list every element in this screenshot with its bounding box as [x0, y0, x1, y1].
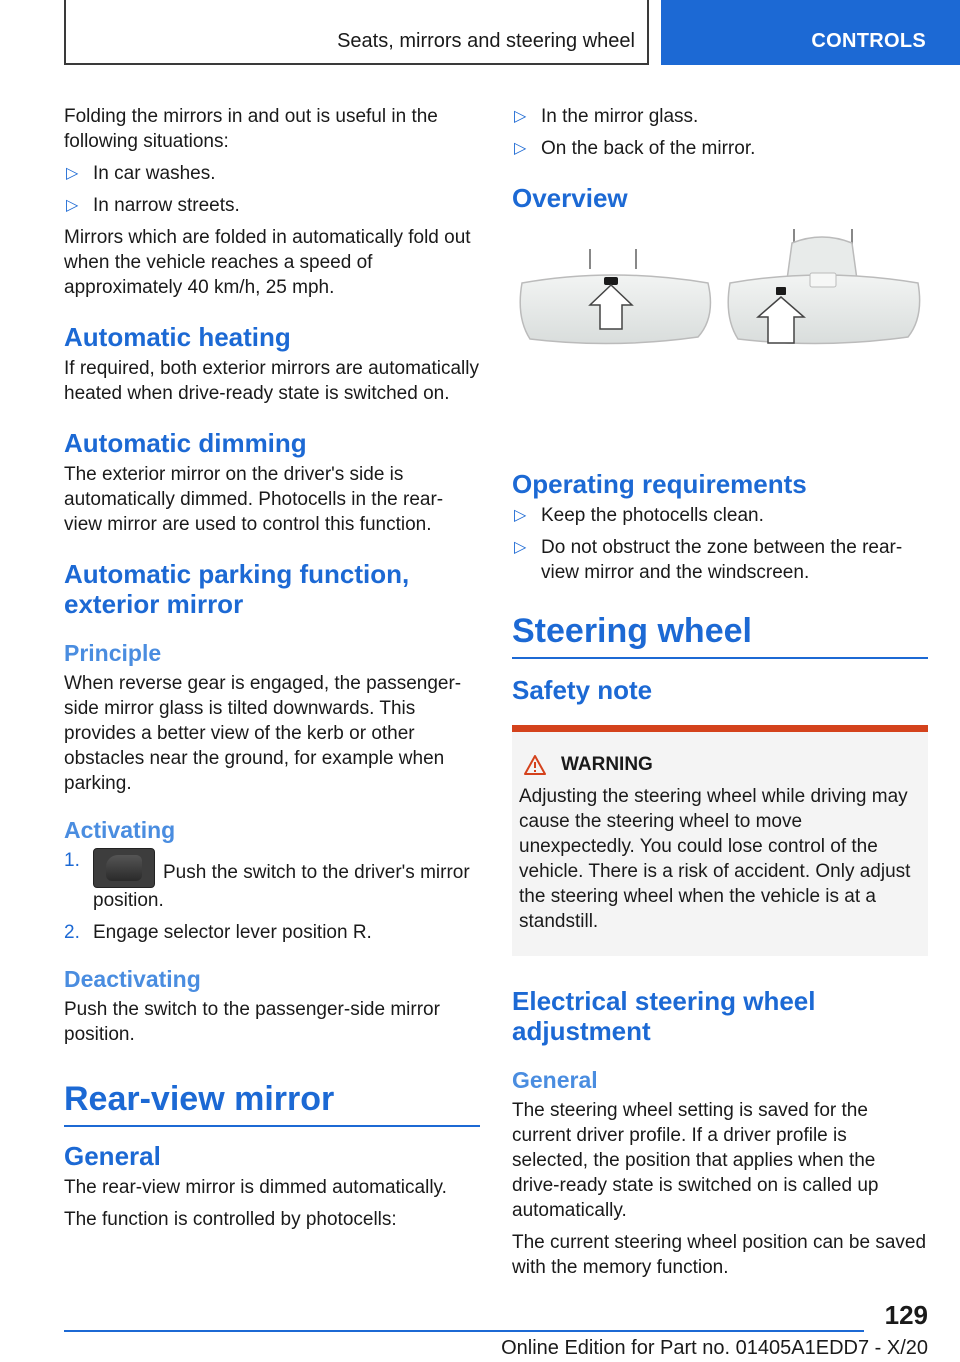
heading-principle: Principle [64, 640, 162, 666]
chapter-title: Seats, mirrors and steering wheel [337, 30, 635, 52]
list-triangle-icon: ▷ [66, 165, 79, 182]
list-item: ▷ Keep the photocells clean. [514, 505, 764, 526]
list-triangle-icon: ▷ [514, 507, 527, 524]
heading-parking-function: Automatic parking function, exterior mirror [64, 559, 410, 619]
page-number: 129 [884, 1300, 928, 1330]
deactivating-text: Push the switch to the passenger-side mirror position. [64, 999, 440, 1045]
list-triangle-icon: ▷ [514, 140, 527, 157]
list-item: ▷ In narrow streets. [66, 195, 240, 216]
heading-operating-requirements: Operating requirements [512, 469, 807, 499]
heading-general-2: General [512, 1067, 598, 1093]
heading-safety-note: Safety note [512, 675, 653, 705]
list-item: ▷ Do not obstruct the zone between the rear-view mirror and the windscreen. [514, 537, 903, 583]
warning-box [512, 725, 928, 956]
principle-text: When reverse gear is engaged, the passenger-side mirror glass is tilted downwards. This provides a better view of the kerb or other obstacles near the ground, for example when parking. [64, 673, 462, 794]
list-triangle-icon: ▷ [514, 539, 527, 556]
heading-deactivating: Deactivating [64, 966, 201, 992]
heading-automatic-heating: Automatic heating [64, 322, 291, 352]
header-title-box [64, 0, 649, 65]
general-text-2: The function is controlled by photocells: [64, 1209, 397, 1230]
mirror-switch-icon [93, 848, 155, 888]
heading-rear-view-mirror: Rear-view mirror [64, 1079, 480, 1127]
warning-label: WARNING [561, 754, 653, 775]
list-triangle-icon: ▷ [514, 108, 527, 125]
list-item: ▷ In the mirror glass. [514, 106, 699, 127]
intro-text: Folding the mirrors in and out is useful in the following situations: [64, 106, 438, 152]
step-item: 2. Engage selector lever position R. [64, 922, 372, 943]
dimming-text: The exterior mirror on the driver's side is automatically dimmed. Photocells in the rear-view mirror are used to control this function. [64, 464, 444, 535]
heading-electrical-adjustment: Electrical steering wheel adjustment [512, 986, 816, 1046]
general-text-1: The rear-view mirror is dimmed automatically. [64, 1177, 447, 1198]
edition-text: Online Edition for Part no. 01405A1EDD7 - X/20 [501, 1337, 928, 1359]
fold-out-text: Mirrors which are folded in automatically fold out when the vehicle reaches a speed of approximately 40 km/h, 25 mph. [64, 227, 471, 298]
heading-automatic-dimming: Automatic dimming [64, 428, 307, 458]
mirror-photocells-illustration [512, 221, 928, 461]
heading-overview: Overview [512, 183, 628, 213]
left-column [64, 104, 480, 1239]
heading-activating: Activating [64, 817, 176, 843]
warning-header [519, 754, 912, 776]
footer-divider [64, 1330, 864, 1332]
step-item: 1. Push the switch to the driver's mirror position. [64, 850, 470, 911]
general2-text-1: The steering wheel setting is saved for the current driver profile. If a driver profile is selected, the position that applies when the drive-ready state is switched on is called up automatically. [512, 1100, 879, 1221]
list-item: ▷ On the back of the mirror. [514, 138, 756, 159]
list-item: ▷ In car washes. [66, 163, 216, 184]
heating-text: If required, both exterior mirrors are automatically heated when drive-ready state is switched on. [64, 358, 479, 404]
mirror-overview-figure [512, 221, 928, 461]
warning-text: Adjusting the steering wheel while driving may cause the steering wheel to move unexpectedly. You could lose control of the vehicle. There is a risk of accident. Only adjust the steering wheel when the vehicle is at a standstill. [519, 786, 911, 932]
heading-general: General [64, 1141, 161, 1171]
general2-text-2: The current steering wheel position can be saved with the memory function. [512, 1232, 927, 1278]
header-section-tab [661, 0, 960, 65]
warning-triangle-icon [523, 754, 547, 776]
section-title: CONTROLS [811, 30, 926, 52]
list-triangle-icon: ▷ [66, 197, 79, 214]
right-column [512, 104, 928, 1287]
heading-steering-wheel: Steering wheel [512, 611, 928, 659]
